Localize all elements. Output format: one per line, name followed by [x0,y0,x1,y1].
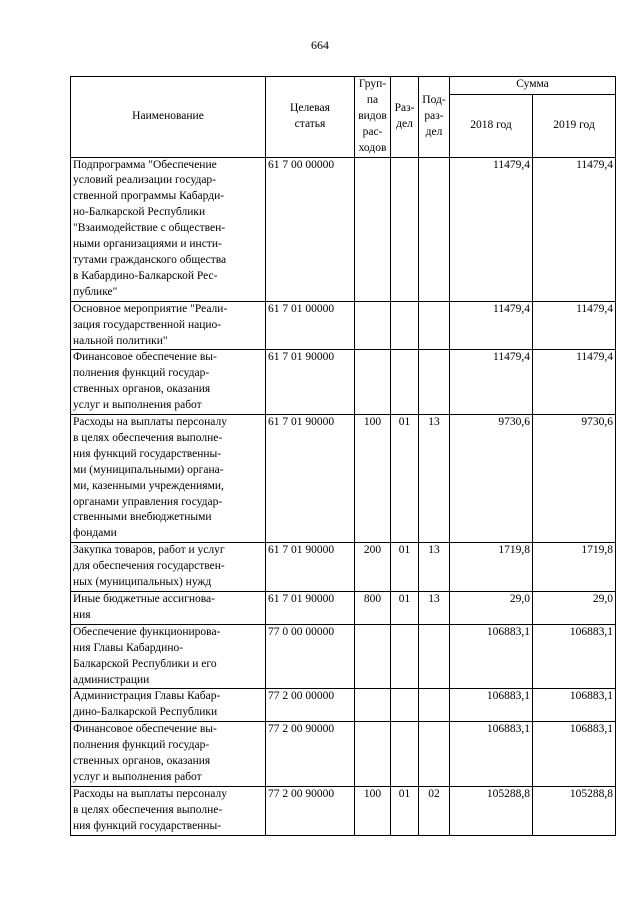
row-sum-2019: 106883,1 [533,722,616,787]
row-name [71,543,266,592]
table-body [71,157,616,835]
row-name-line: "Взаимодействие с обществен- [73,222,226,235]
row-section [391,157,419,301]
row-name-line: Расходы на выплаты персоналу [73,787,227,800]
row-sum-2018: 106883,1 [450,624,533,689]
row-section [391,350,419,415]
row-subsection [419,689,450,722]
row-name [71,624,266,689]
table-row [71,301,616,350]
row-name [71,301,266,350]
row-name-line: органами управления государ- [73,495,223,508]
row-name-line: публике" [73,285,118,298]
row-name-line: дино-Балкарской Республики [73,706,218,719]
header-name: Наименование [71,77,266,158]
row-name-line: в Кабардино-Балкарской Рес- [73,269,218,282]
row-section: 01 [391,415,419,543]
row-target-article: 77 2 00 00000 [266,689,355,722]
row-expense-group: 200 [355,543,391,592]
row-section: 01 [391,543,419,592]
row-sum-2018: 11479,4 [450,157,533,301]
row-subsection [419,301,450,350]
row-section [391,689,419,722]
header-group-line: Груп- [358,78,387,90]
row-name [71,350,266,415]
row-target-article: 77 2 00 90000 [266,786,355,835]
row-name-line: нальной политики" [73,334,168,347]
row-name-line: услуг и выполнения работ [73,399,202,412]
header-subsection-line: дел [425,125,443,138]
header-group-line: ходов [358,141,387,154]
row-name-line: ния Главы Кабардино- [73,641,184,654]
row-target-article: 61 7 00 00000 [266,157,355,301]
row-name-line: полнения функций государ- [73,739,210,752]
table-row [71,592,616,625]
row-name-line: Закупка товаров, работ и услуг [73,544,225,557]
budget-table [70,76,616,836]
row-name-line: в целях обеспечения выполне- [73,803,223,816]
header-target-article-text: Целевая статья [290,101,330,130]
table-row [71,786,616,835]
row-expense-group [355,157,391,301]
row-sum-2018: 11479,4 [450,350,533,415]
row-sum-2019: 106883,1 [533,689,616,722]
row-expense-group [355,301,391,350]
row-name-line: ными организациями и инсти- [73,238,222,251]
row-target-article: 77 2 00 90000 [266,722,355,787]
header-subsection-line: Под- [422,93,446,106]
row-expense-group: 100 [355,415,391,543]
row-sum-2018: 1719,8 [450,543,533,592]
row-section [391,301,419,350]
row-name [71,415,266,543]
table-row [71,722,616,787]
row-name-line: для обеспечения государствен- [73,560,225,573]
row-name-line: ственной программы Кабарди- [73,190,225,203]
row-sum-2019: 29,0 [533,592,616,625]
row-name-line: в целях обеспечения выполне- [73,431,223,444]
row-sum-2018: 11479,4 [450,301,533,350]
row-name-line: услуг и выполнения работ [73,770,202,783]
header-subsection-line: раз- [424,109,444,122]
row-sum-2018: 105288,8 [450,786,533,835]
row-section [391,722,419,787]
row-sum-2018: 106883,1 [450,689,533,722]
header-group-line: па [366,93,379,106]
header-group-line: видов [358,109,387,122]
row-expense-group [355,689,391,722]
row-name-line: ных (муниципальных) нужд [73,576,212,589]
row-section: 01 [391,786,419,835]
row-name-line: ственных органов, оказания [73,383,211,396]
row-name-line: зация государственной нацио- [73,318,222,331]
row-name-line: но-Балкарской Республики [73,206,206,219]
table-row [71,624,616,689]
table-header [71,77,616,158]
row-sum-2019: 11479,4 [533,157,616,301]
row-name-line: ственными внебюджетными [73,511,212,524]
table-row [71,415,616,543]
row-subsection [419,350,450,415]
row-name-line: ми (муниципальными) органа- [73,463,224,476]
row-target-article: 77 0 00 00000 [266,624,355,689]
row-name-line: ми, казенными учреждениями, [73,479,224,492]
row-name [71,157,266,301]
row-sum-2018: 29,0 [450,592,533,625]
row-subsection: 13 [419,543,450,592]
row-expense-group: 800 [355,592,391,625]
header-expense-group [355,77,391,158]
row-name [71,722,266,787]
row-expense-group: 100 [355,786,391,835]
row-target-article: 61 7 01 90000 [266,415,355,543]
row-sum-2019: 106883,1 [533,624,616,689]
row-name-line: условий реализации государ- [73,174,217,187]
row-name-line: Балкарской Республики и его [73,657,217,670]
row-name-line: Обеспечение функционирова- [73,625,221,638]
row-name-line: ния [73,608,91,621]
row-expense-group [355,350,391,415]
row-target-article: 61 7 01 90000 [266,592,355,625]
row-subsection [419,624,450,689]
table-row [71,689,616,722]
row-name-line: ственных органов, оказания [73,755,211,768]
header-sum: Сумма [450,77,616,95]
row-name-line: Иные бюджетные ассигнова- [73,593,215,605]
row-name-line: Расходы на выплаты персоналу [73,416,227,429]
row-target-article: 61 7 01 00000 [266,301,355,350]
row-sum-2019: 1719,8 [533,543,616,592]
row-expense-group [355,624,391,689]
header-section-line: дел [396,117,413,130]
row-name-line: полнения функций государ- [73,367,210,380]
row-name [71,689,266,722]
row-name [71,592,266,625]
row-name-line: фондами [73,527,117,540]
header-group-line: рас- [362,125,383,138]
row-name-line: Подпрограмма "Обеспечение [73,158,217,171]
table-row [71,350,616,415]
row-expense-group [355,722,391,787]
row-subsection: 13 [419,415,450,543]
row-name-line: ния функций государственны- [73,447,222,460]
header-section [391,77,419,158]
table-row [71,157,616,301]
row-sum-2019: 11479,4 [533,301,616,350]
header-target-article [266,77,355,158]
header-year-2019: 2019 год [533,94,616,157]
row-sum-2018: 9730,6 [450,415,533,543]
row-name [71,786,266,835]
row-name-line: тутами гражданского общества [73,253,227,266]
row-subsection: 13 [419,592,450,625]
row-section: 01 [391,592,419,625]
table-row [71,543,616,592]
row-sum-2019: 105288,8 [533,786,616,835]
row-name-line: Финансовое обеспечение вы- [73,351,217,364]
row-name-line: Финансовое обеспечение вы- [73,723,217,736]
row-subsection [419,722,450,787]
row-name-line: ния функций государственны- [73,819,222,832]
row-name-line: Администрация Главы Кабар- [73,690,221,703]
row-subsection [419,157,450,301]
row-name-line: администрации [73,673,150,686]
header-subsection [419,77,450,158]
row-subsection: 02 [419,786,450,835]
page-number: 664 [311,38,329,52]
row-target-article: 61 7 01 90000 [266,543,355,592]
row-name-line: Основное мероприятие "Реали- [73,302,228,315]
row-sum-2019: 11479,4 [533,350,616,415]
header-year-2018: 2018 год [450,94,533,157]
header-section-line: Раз- [394,101,415,114]
row-sum-2018: 106883,1 [450,722,533,787]
row-sum-2019: 9730,6 [533,415,616,543]
row-section [391,624,419,689]
row-target-article: 61 7 01 90000 [266,350,355,415]
